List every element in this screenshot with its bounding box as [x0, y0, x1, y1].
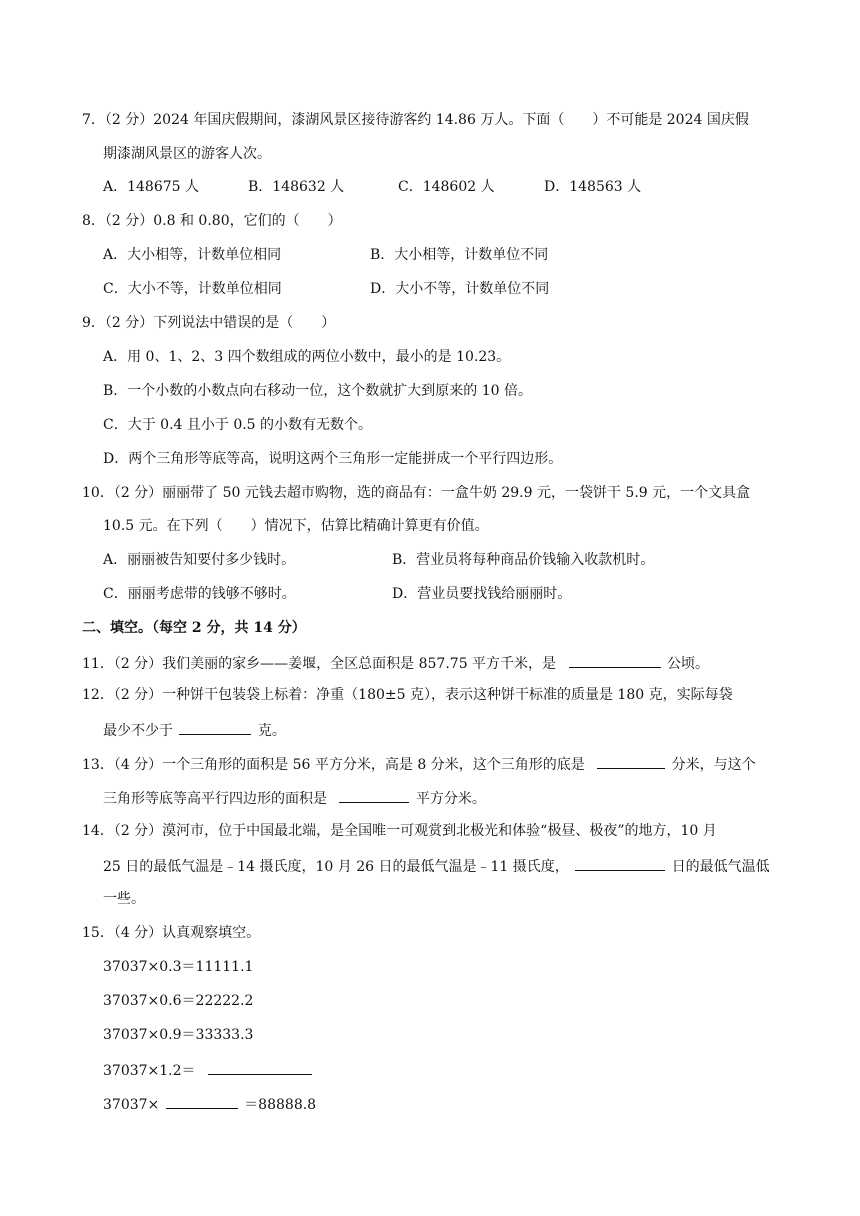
- q15-eq5-text-before: 37037×: [103, 1097, 160, 1113]
- q9-option-a[interactable]: A．用 0、1、2、3 四个数组成的两位小数中，最小的是 10.23。: [103, 349, 511, 365]
- q8-option-b[interactable]: B．大小相等，计数单位不同: [370, 247, 549, 263]
- q13-answer-blank-1[interactable]: [597, 754, 665, 769]
- q10-option-a[interactable]: A．丽丽被告知要付多少钱时。: [103, 552, 296, 568]
- q13-answer-blank-2[interactable]: [339, 788, 409, 803]
- q14-stem-line2: [103, 856, 770, 874]
- q11-text-after-blank: 公顷。: [666, 656, 709, 672]
- q12-stem-line1: 12．（2 分）一种饼干包装袋上标着：净重（180±5 克），表示这种饼干标准的质量是 180 克，实际每袋: [82, 687, 733, 703]
- q10-option-b[interactable]: B．营业员将每种商品价钱输入收款机时。: [392, 552, 655, 568]
- q15-equation-5: [103, 1094, 316, 1112]
- q7-option-c[interactable]: C．148602 人: [398, 179, 495, 195]
- q12-text-after-blank: 克。: [257, 723, 286, 739]
- q14-text-before-blank: 25 日的最低气温是﹣14 摄氏度，10 月 26 日的最低气温是﹣11 摄氏度，: [103, 859, 569, 875]
- q13-stem-line1: [82, 754, 756, 772]
- q11-stem: [82, 653, 709, 671]
- q7-option-a[interactable]: A．148675 人: [103, 179, 200, 195]
- q15-equation-4: [103, 1060, 314, 1078]
- q10-stem-line2: 10.5 元。在下列（ ）情况下，估算比精确计算更有价值。: [103, 518, 489, 534]
- q14-stem-line1: 14．（2 分）漠河市，位于中国最北端，是全国唯一可观赏到北极光和体验“极昼、极夜”的地方，10 月: [82, 823, 717, 839]
- q7-option-d[interactable]: D．148563 人: [544, 179, 642, 195]
- q12-answer-blank[interactable]: [179, 720, 251, 735]
- q14-answer-blank[interactable]: [575, 856, 665, 871]
- q11-text-before-blank: 11．（2 分）我们美丽的家乡——姜堰，全区总面积是 857.75 平方千米，是: [82, 656, 557, 672]
- q14-stem-line3: 一些。: [103, 891, 145, 907]
- q9-option-b[interactable]: B．一个小数的小数点向右移动一位，这个数就扩大到原来的 10 倍。: [103, 383, 533, 399]
- q13-text-after-blank2: 平方分米。: [415, 791, 486, 807]
- q13-text-before-blank1: 13．（4 分）一个三角形的面积是 56 平方分米，高是 8 分米，这个三角形的底是: [82, 757, 585, 773]
- q13-text-after-blank1: 分米，与这个: [671, 757, 756, 773]
- q9-option-d[interactable]: D．两个三角形等底等高，说明这两个三角形一定能拼成一个平行四边形。: [103, 451, 563, 467]
- q10-option-c[interactable]: C．丽丽考虑带的钱够不够时。: [103, 586, 296, 602]
- q7-stem-line2: 期漆湖风景区的游客人次。: [103, 146, 271, 162]
- section-heading-fill-in: 二、填空。（每空 2 分，共 14 分）: [82, 620, 306, 636]
- q8-option-a[interactable]: A．大小相等，计数单位相同: [103, 247, 282, 263]
- q8-option-d[interactable]: D．大小不等，计数单位不同: [370, 281, 550, 297]
- q14-text-after-blank: 日的最低气温低: [671, 859, 770, 875]
- q15-eq4-answer-blank[interactable]: [208, 1060, 312, 1075]
- q9-option-c[interactable]: C．大于 0.4 且小于 0.5 的小数有无数个。: [103, 417, 373, 433]
- q9-stem: 9．（2 分）下列说法中错误的是（ ）: [82, 315, 336, 331]
- q10-stem-line1: 10．（2 分）丽丽带了 50 元钱去超市购物，选的商品有：一盒牛奶 29.9 元，一袋饼干 5.9 元，一个文具盒: [82, 485, 751, 501]
- q15-eq4-text: 37037×1.2＝: [103, 1063, 196, 1079]
- q15-stem: 15．（4 分）认真观察填空。: [82, 925, 261, 941]
- q15-eq5-text-after: ＝88888.8: [244, 1097, 317, 1113]
- q15-equation-3: 37037×0.9＝33333.3: [103, 1027, 254, 1043]
- q15-equation-1: 37037×0.3＝11111.1: [103, 959, 254, 975]
- q10-option-d[interactable]: D．营业员要找钱给丽丽时。: [392, 586, 572, 602]
- q8-option-c[interactable]: C．大小不等，计数单位相同: [103, 281, 282, 297]
- q7-option-b[interactable]: B．148632 人: [248, 179, 345, 195]
- q13-stem-line2: [103, 788, 486, 806]
- q12-stem-line2: [103, 720, 286, 738]
- q7-stem-line1: 7．（2 分）2024 年国庆假期间，漆湖风景区接待游客约 14.86 万人。下面（ ）不可能是 2024 国庆假: [82, 112, 749, 128]
- q11-answer-blank[interactable]: [569, 653, 661, 668]
- q13-text-before-blank2: 三角形等底等高平行四边形的面积是: [103, 791, 327, 807]
- q8-stem: 8．（2 分）0.8 和 0.80，它们的（ ）: [82, 213, 342, 229]
- q15-equation-2: 37037×0.6＝22222.2: [103, 993, 254, 1009]
- q15-eq5-answer-blank[interactable]: [166, 1094, 238, 1109]
- q12-text-before-blank: 最少不少于: [103, 723, 173, 739]
